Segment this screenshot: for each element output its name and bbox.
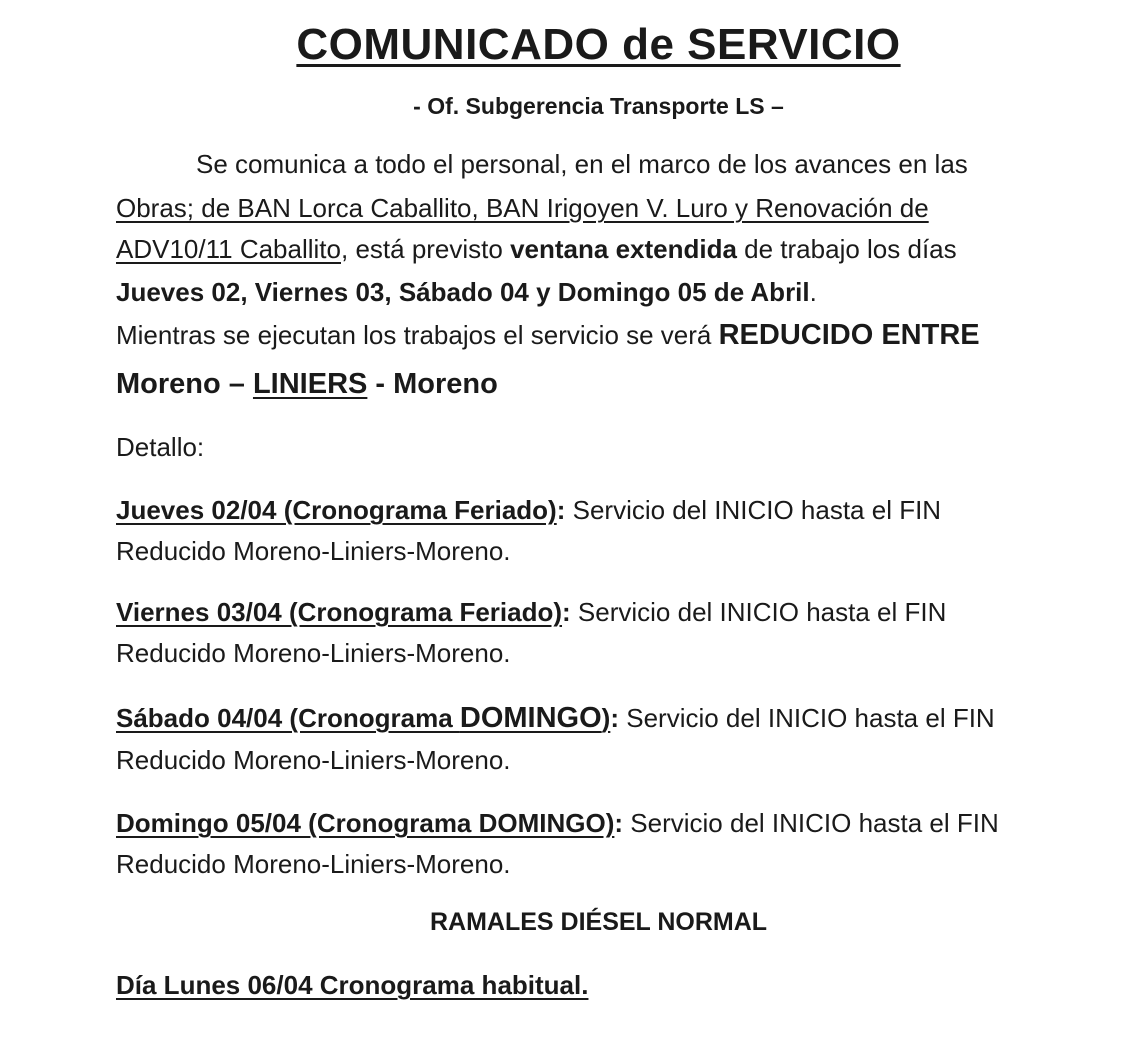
intro-line-5: Mientras se ejecutan los trabajos el servicio se verá REDUCIDO ENTRE: [116, 319, 980, 351]
day-saturday-heading: Sábado 04/04 (Cronograma DOMINGO): Servicio del INICIO hasta el FIN: [116, 702, 995, 734]
intro-line-2: Obras; de BAN Lorca Caballito, BAN Irigoyen V. Luro y Renovación de: [116, 193, 929, 223]
day-sunday-heading: Domingo 05/04 (Cronograma DOMINGO): Servicio del INICIO hasta el FIN: [116, 808, 999, 838]
intro-line-6: Moreno – LINIERS - Moreno: [116, 368, 498, 400]
day-thursday-text: Reducido Moreno-Liniers-Moreno.: [116, 536, 511, 566]
document-title: COMUNICADO de SERVICIO: [296, 20, 901, 69]
diesel-notice: RAMALES DIÉSEL NORMAL: [429, 908, 768, 936]
day-friday-text: Reducido Moreno-Liniers-Moreno.: [116, 638, 511, 668]
works-link: ADV10/11 Caballito: [116, 234, 341, 264]
footer-note: Día Lunes 06/04 Cronograma habitual.: [116, 970, 589, 1000]
intro-line-3: ADV10/11 Caballito, está previsto ventana extendida de trabajo los días: [116, 234, 957, 264]
day-friday-heading: Viernes 03/04 (Cronograma Feriado): Servicio del INICIO hasta el FIN: [116, 597, 947, 627]
day-saturday-text: Reducido Moreno-Liniers-Moreno.: [116, 745, 511, 775]
intro-line-4: Jueves 02, Viernes 03, Sábado 04 y Domingo 05 de Abril.: [116, 277, 817, 307]
intro-line-1: Se comunica a todo el personal, en el marco de los avances en las: [196, 149, 968, 179]
day-thursday-heading: Jueves 02/04 (Cronograma Feriado): Servicio del INICIO hasta el FIN: [116, 495, 942, 525]
detail-label: Detallo:: [116, 432, 205, 462]
day-sunday-text: Reducido Moreno-Liniers-Moreno.: [116, 849, 511, 879]
document-subtitle: - Of. Subgerencia Transporte LS –: [413, 93, 784, 119]
